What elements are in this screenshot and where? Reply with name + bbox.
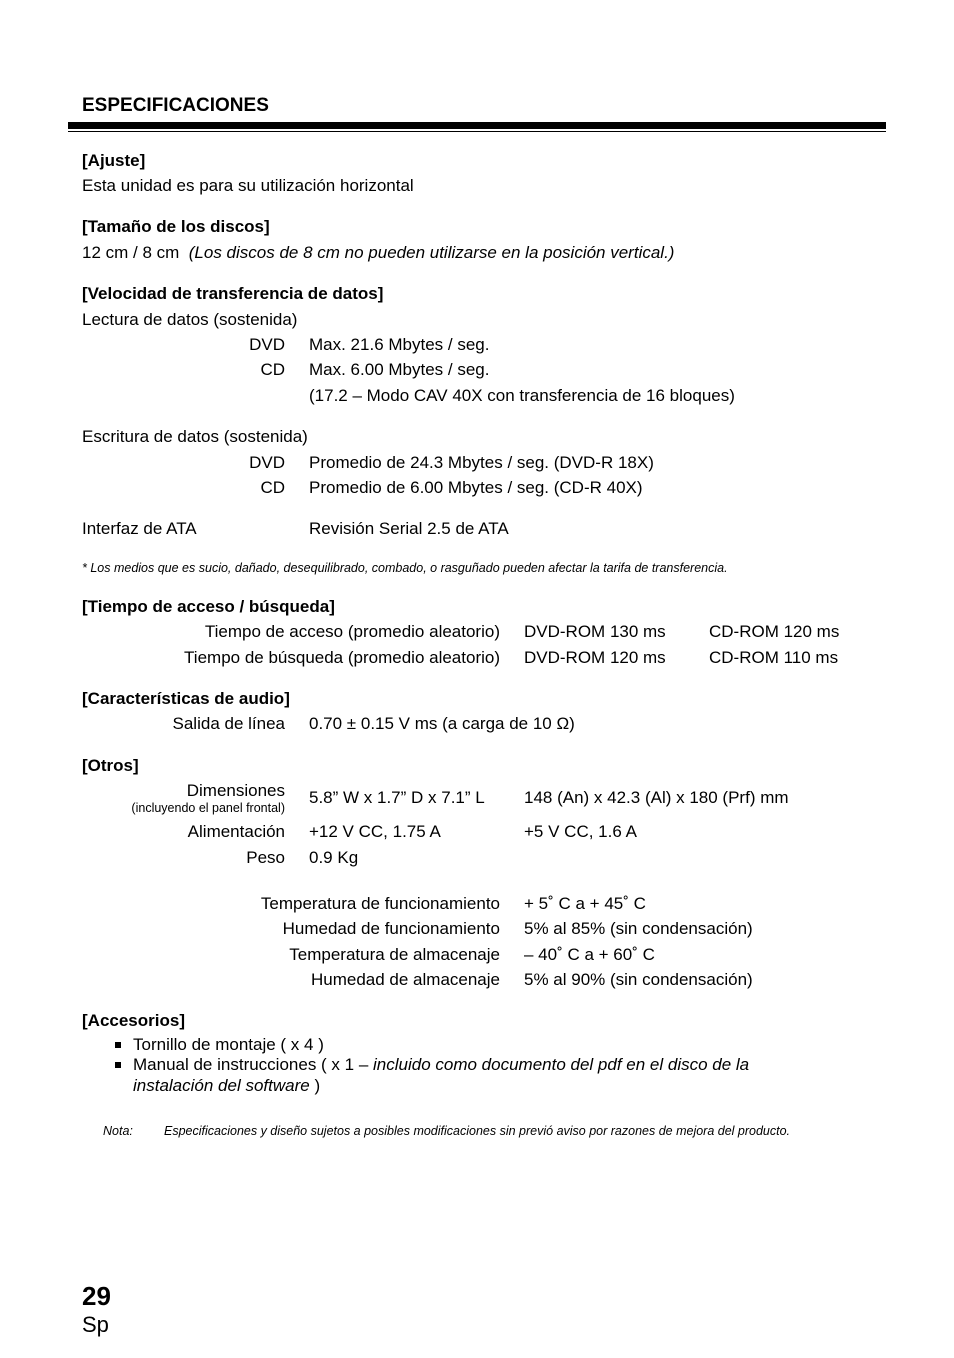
bullet-icon <box>115 1062 121 1068</box>
dimensiones-mm: 148 (An) x 42.3 (Al) x 180 (Prf) mm <box>524 788 789 807</box>
dimensiones-sublabel: (incluyendo el panel frontal) <box>131 801 285 815</box>
lectura-row-value: Max. 6.00 Mbytes / seg. <box>309 360 490 379</box>
bullet-icon <box>115 1042 121 1048</box>
section-heading-tamano: [Tamaño de los discos] <box>82 217 270 236</box>
title-rule-thick <box>68 122 886 129</box>
alimentacion-12v: +12 V CC, 1.75 A <box>309 822 441 841</box>
interfaz-value: Revisión Serial 2.5 de ATA <box>309 519 509 538</box>
env-row-label: Humedad de funcionamiento <box>282 919 500 938</box>
accesorio-item-continuation <box>133 1076 320 1096</box>
audio-value: 0.70 ± 0.15 V ms (a carga de 10 Ω) <box>309 714 575 733</box>
disc-size: 12 cm / 8 cm <box>82 243 180 262</box>
interfaz-label: Interfaz de ATA <box>82 519 197 538</box>
escritura-row-value: Promedio de 6.00 Mbytes / seg. (CD-R 40X) <box>309 478 643 497</box>
env-row-label: Humedad de almacenaje <box>310 970 500 989</box>
acceso-row-cd: CD-ROM 110 ms <box>709 648 839 667</box>
acceso-row-label: Tiempo de búsqueda (promedio aleatorio) <box>184 648 500 667</box>
section-heading-audio: [Características de audio] <box>82 689 290 708</box>
manual-suffix: ) <box>309 1076 321 1095</box>
acceso-row-label: Tiempo de acceso (promedio aleatorio) <box>204 622 500 641</box>
accesorio-item <box>133 1055 749 1075</box>
disc-size-text <box>82 243 674 263</box>
acceso-row-dvd: DVD-ROM 120 ms <box>524 648 666 667</box>
lectura-row-label: CD <box>260 360 285 379</box>
escritura-row-label: CD <box>260 478 285 497</box>
peso-label: Peso <box>246 848 285 867</box>
manual-italic-line2: instalación del software <box>133 1076 310 1095</box>
disc-size-note: (Los discos de 8 cm no pueden utilizarse en la posición vertical.) <box>188 243 675 262</box>
env-row-value: + 5˚ C a + 45˚ C <box>524 894 646 913</box>
escritura-row-value: Promedio de 24.3 Mbytes / seg. (DVD-R 18X) <box>309 453 654 472</box>
transfer-footnote: * Los medios que es sucio, dañado, desequilibrado, combado, o rasguñado pueden afectar la tarifa de transferencia. <box>82 561 728 575</box>
lectura-row-label: DVD <box>249 335 285 354</box>
dimensiones-inches: 5.8” W x 1.7” D x 7.1” L <box>309 788 485 807</box>
dimensiones-label: Dimensiones <box>186 781 285 800</box>
nota-text: Especificaciones y diseño sujetos a posibles modificaciones sin previó aviso por razones de mejora del producto. <box>164 1124 791 1138</box>
escritura-row-label: DVD <box>249 453 285 472</box>
section-heading-acceso: [Tiempo de acceso / búsqueda] <box>82 597 335 616</box>
section-heading-accesorios: [Accesorios] <box>82 1011 185 1030</box>
lectura-row-value: (17.2 – Modo CAV 40X con transferencia de 16 bloques) <box>309 386 735 405</box>
ajuste-text: Esta unidad es para su utilización horizontal <box>82 176 414 195</box>
manual-prefix: Manual de instrucciones ( x 1 – <box>133 1055 374 1074</box>
acceso-row-cd: CD-ROM 120 ms <box>709 622 840 641</box>
manual-italic-line1: incluido como documento del pdf en el disco de la <box>373 1055 750 1074</box>
section-heading-ajuste: [Ajuste] <box>82 151 146 170</box>
env-row-value: – 40˚ C a + 60˚ C <box>524 945 655 964</box>
page-title: ESPECIFICACIONES <box>82 95 269 116</box>
page-number: 29 <box>82 1281 111 1311</box>
env-row-label: Temperatura de funcionamiento <box>260 894 500 913</box>
section-heading-otros: [Otros] <box>82 756 139 775</box>
nota-label: Nota: <box>103 1124 133 1138</box>
acceso-row-dvd: DVD-ROM 130 ms <box>524 622 666 641</box>
title-rule-thin <box>68 131 886 132</box>
page-language: Sp <box>82 1312 109 1337</box>
section-heading-velocidad: [Velocidad de transferencia de datos] <box>82 284 384 303</box>
lectura-label: Lectura de datos (sostenida) <box>82 310 298 329</box>
accesorio-item: Tornillo de montaje ( x 4 ) <box>133 1035 324 1054</box>
audio-label: Salida de línea <box>172 714 285 733</box>
lectura-row-value: Max. 21.6 Mbytes / seg. <box>309 335 490 354</box>
env-row-label: Temperatura de almacenaje <box>289 945 500 964</box>
alimentacion-5v: +5 V CC, 1.6 A <box>524 822 637 841</box>
alimentacion-label: Alimentación <box>187 822 285 841</box>
escritura-label: Escritura de datos (sostenida) <box>82 427 308 446</box>
env-row-value: 5% al 85% (sin condensación) <box>524 919 753 938</box>
peso-value: 0.9 Kg <box>309 848 359 867</box>
env-row-value: 5% al 90% (sin condensación) <box>524 970 753 989</box>
